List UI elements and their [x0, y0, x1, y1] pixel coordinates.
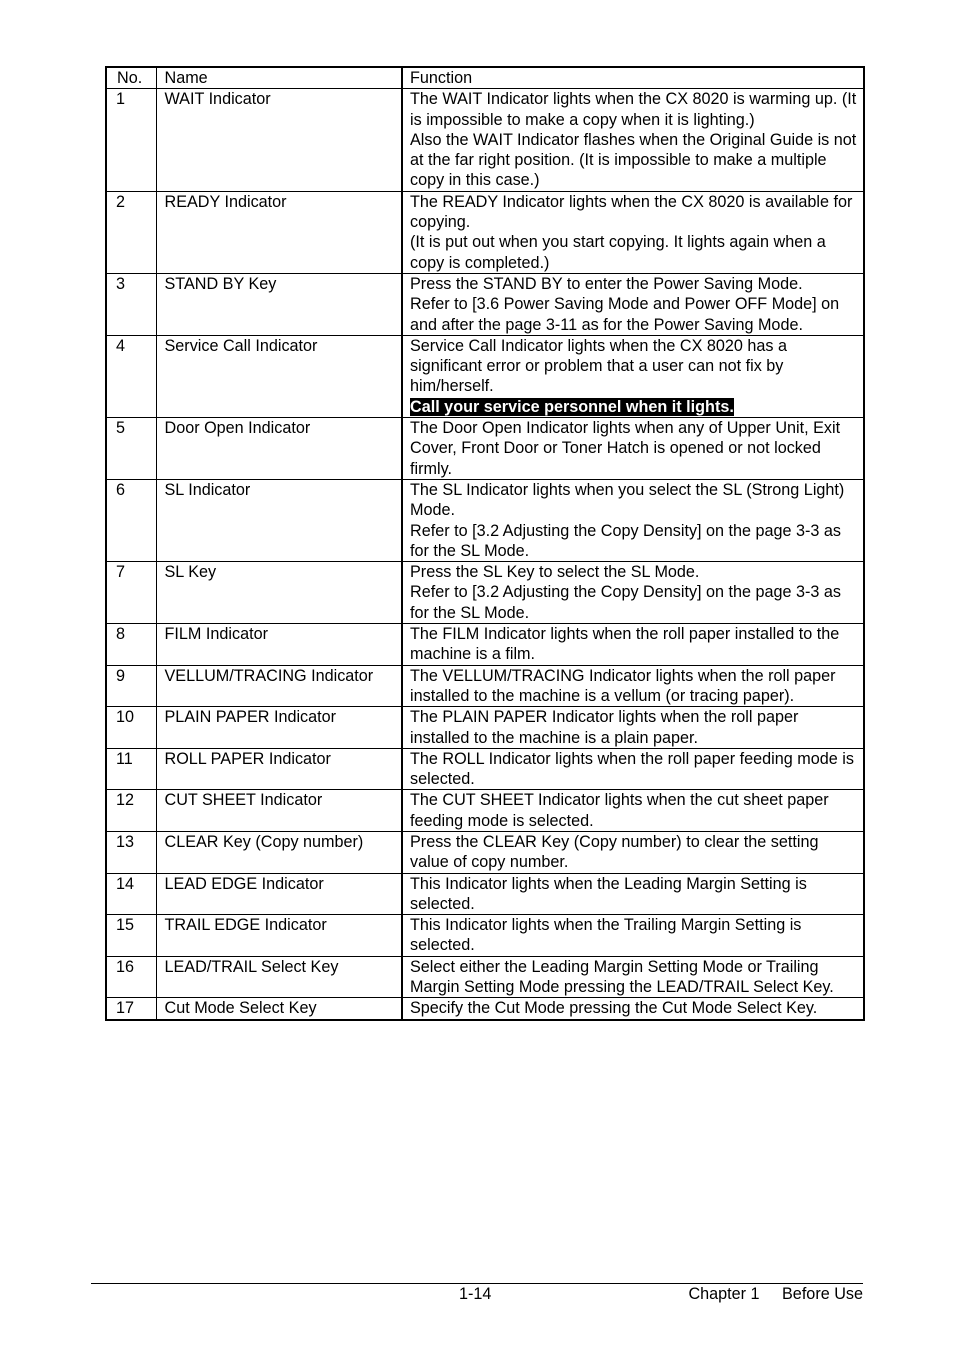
row-number: 13 [106, 831, 156, 873]
row-number: 7 [106, 562, 156, 624]
table-row [106, 873, 864, 915]
function-text: The ROLL Indicator lights when the roll paper feeding mode is selected. [410, 749, 854, 789]
row-function [402, 665, 864, 707]
function-text: The WAIT Indicator lights when the CX 8020 is warming up. (It is impossible to make a copy when it is lighting.) [410, 90, 857, 129]
row-name: ROLL PAPER Indicator [156, 748, 402, 790]
row-number: 3 [106, 273, 156, 335]
table-row [106, 191, 864, 273]
row-name: LEAD EDGE Indicator [156, 873, 402, 915]
row-number: 12 [106, 790, 156, 832]
table-body [106, 89, 864, 1020]
row-function [402, 89, 864, 191]
row-function [402, 873, 864, 915]
table-row [106, 831, 864, 873]
function-text: Press the CLEAR Key (Copy number) to clear the setting value of copy number. [410, 832, 819, 872]
row-number: 16 [106, 956, 156, 998]
indicator-function-table [105, 66, 865, 1021]
row-name: SL Indicator [156, 479, 402, 561]
row-name: WAIT Indicator [156, 89, 402, 191]
function-text: Refer to [3.6 Power Saving Mode and Power OFF Mode] on and after the page 3-11 as for the Power Saving Mode. [410, 295, 840, 334]
row-number: 9 [106, 665, 156, 707]
table-row [106, 998, 864, 1020]
row-name: READY Indicator [156, 191, 402, 273]
row-name: Door Open Indicator [156, 418, 402, 480]
function-text: Press the SL Key to select the SL Mode. [410, 563, 700, 582]
function-text: The Door Open Indicator lights when any of Upper Unit, Exit Cover, Front Door or Toner Hatch is opened or not locked firmly. [410, 419, 841, 478]
row-name: PLAIN PAPER Indicator [156, 707, 402, 749]
table-row [106, 624, 864, 666]
table-row [106, 956, 864, 998]
header-no: No. [106, 67, 156, 89]
row-number: 15 [106, 915, 156, 957]
row-function [402, 956, 864, 998]
row-name: TRAIL EDGE Indicator [156, 915, 402, 957]
row-function [402, 418, 864, 480]
row-number: 14 [106, 873, 156, 915]
table-row [106, 335, 864, 417]
function-text: The SL Indicator lights when you select the SL (Strong Light) Mode. [410, 480, 845, 520]
table-row [106, 562, 864, 624]
row-function [402, 790, 864, 832]
row-name: Service Call Indicator [156, 335, 402, 417]
row-name: Cut Mode Select Key [156, 998, 402, 1020]
table-header-row [106, 67, 864, 89]
function-text: (It is put out when you start copying. It lights again when a copy is completed.) [410, 233, 826, 272]
function-text: The PLAIN PAPER Indicator lights when the roll paper installed to the machine is a plain paper. [410, 708, 799, 747]
row-function [402, 707, 864, 749]
function-text: Refer to [3.2 Adjusting the Copy Density] on the page 3-3 as for the SL Mode. [410, 521, 842, 560]
function-text: This Indicator lights when the Trailing Margin Setting is selected. [410, 916, 802, 955]
row-number: 10 [106, 707, 156, 749]
row-function [402, 998, 864, 1020]
row-number: 2 [106, 191, 156, 273]
row-number: 4 [106, 335, 156, 417]
row-function [402, 335, 864, 417]
row-function [402, 562, 864, 624]
function-text: Refer to [3.2 Adjusting the Copy Density] on the page 3-3 as for the SL Mode. [410, 583, 842, 622]
function-text: Service Call Indicator lights when the CX 8020 has a significant error or problem that a user can not fix by him/herself. [410, 336, 788, 396]
page-number: 1-14 [459, 1285, 492, 1303]
row-number: 5 [106, 418, 156, 480]
warning-highlight: Call your service personnel when it lights. [410, 397, 734, 416]
row-number: 11 [106, 748, 156, 790]
footer-divider [91, 1283, 863, 1284]
row-number: 8 [106, 624, 156, 666]
table-row [106, 479, 864, 561]
row-name: STAND BY Key [156, 273, 402, 335]
function-text: The READY Indicator lights when the CX 8020 is available for copying. [410, 192, 853, 232]
table-row [106, 89, 864, 191]
function-text: The CUT SHEET Indicator lights when the cut sheet paper feeding mode is selected. [410, 791, 829, 830]
row-function [402, 748, 864, 790]
row-function [402, 273, 864, 335]
function-text: The VELLUM/TRACING Indicator lights when the roll paper installed to the machine is a vellum (or tracing paper). [410, 666, 836, 705]
table-row [106, 665, 864, 707]
table-row [106, 790, 864, 832]
function-text: Press the STAND BY to enter the Power Saving Mode. [410, 274, 803, 293]
function-text: Specify the Cut Mode pressing the Cut Mode Select Key. [410, 999, 818, 1018]
row-number: 6 [106, 479, 156, 561]
row-function [402, 624, 864, 666]
row-function [402, 191, 864, 273]
row-number: 17 [106, 998, 156, 1020]
row-name: LEAD/TRAIL Select Key [156, 956, 402, 998]
header-name: Name [156, 67, 402, 89]
table-row [106, 915, 864, 957]
chapter-label: Chapter 1 Before Use [688, 1285, 863, 1303]
table-row [106, 418, 864, 480]
row-name: SL Key [156, 562, 402, 624]
function-text: Also the WAIT Indicator flashes when the Original Guide is not at the far right position. (It is impossible to make a multiple copy in this case.) [410, 130, 857, 190]
row-name: VELLUM/TRACING Indicator [156, 665, 402, 707]
row-function [402, 831, 864, 873]
table-row [106, 707, 864, 749]
row-name: CLEAR Key (Copy number) [156, 831, 402, 873]
table-row [106, 273, 864, 335]
row-name: FILM Indicator [156, 624, 402, 666]
function-text: The FILM Indicator lights when the roll paper installed to the machine is a film. [410, 625, 840, 664]
function-text: Select either the Leading Margin Setting Mode or Trailing Margin Setting Mode pressing the LEAD/TRAIL Select Key. [410, 957, 834, 997]
row-function [402, 479, 864, 561]
row-name: CUT SHEET Indicator [156, 790, 402, 832]
header-function: Function [402, 67, 864, 89]
row-number: 1 [106, 89, 156, 191]
table-row [106, 748, 864, 790]
row-function [402, 915, 864, 957]
function-text: This Indicator lights when the Leading Margin Setting is selected. [410, 874, 807, 913]
